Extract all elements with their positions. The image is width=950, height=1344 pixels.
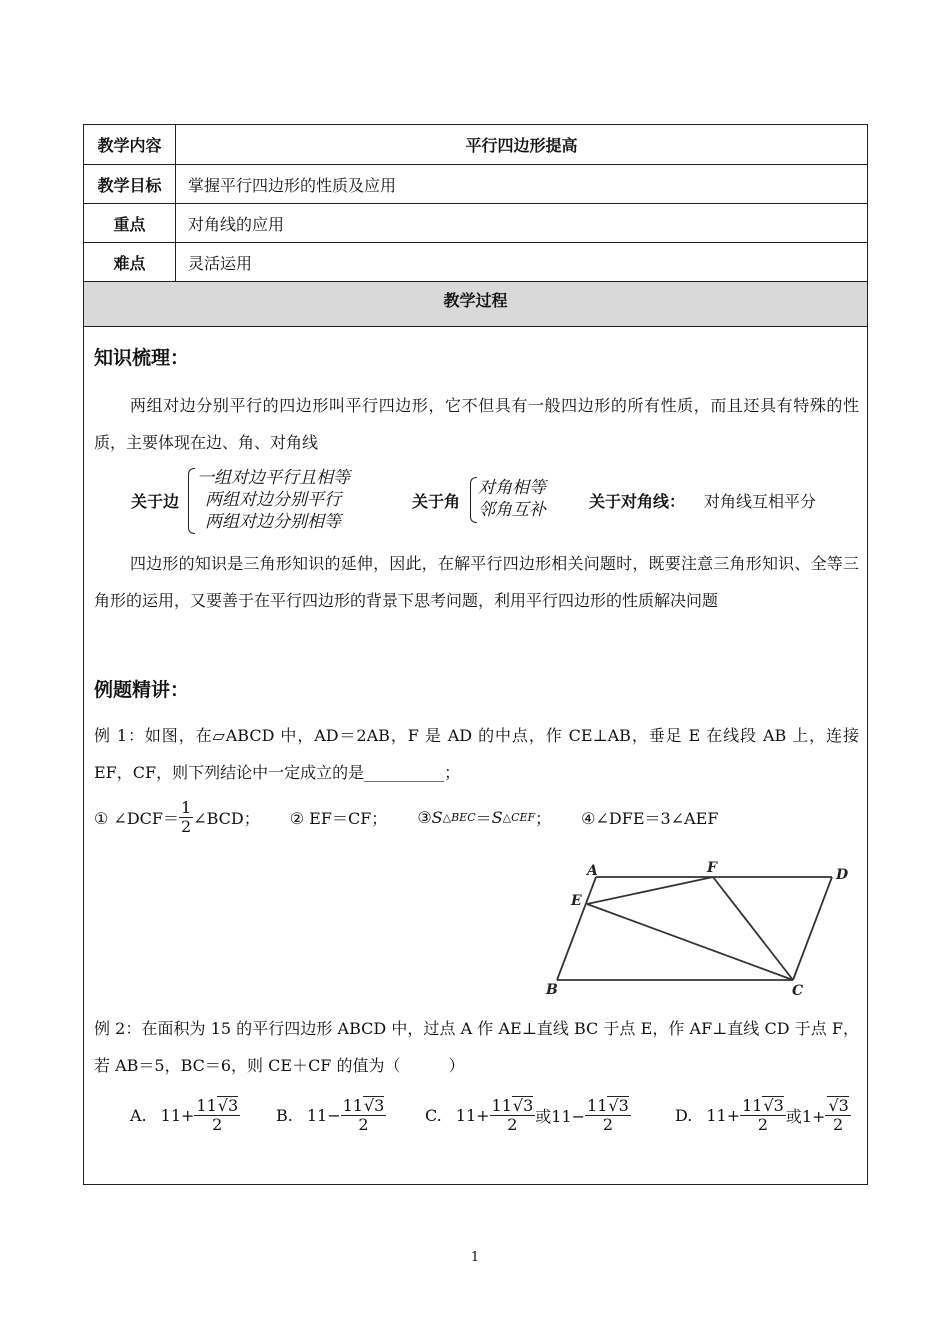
example2-text: 例 2：在面积为 15 的平行四边形 ABCD 中，过点 A 作 AE⊥直线 BC 于点 E，作 AF⊥直线 CD 于点 F，若 AB＝5，BC＝6，则 CE＋CF 的值为（ ） [94,1019,859,1075]
row-label: 难点 [84,243,176,281]
edge-item: 一组对边平行且相等 [197,468,350,488]
fraction: $\frac{11√3}{2}$ [196,1096,239,1134]
process-header [84,282,867,327]
area-symbol: S [431,808,443,827]
fraction: $\frac{11√3}{2}$ [491,1096,534,1134]
examples-heading: 例题精讲： [94,679,190,701]
label-C: C [792,983,804,999]
knowledge-para1: 两组对边分别平行的四边形叫平行四边形，它不但具有一般四边形的所有性质，而且还具有特殊的性质，主要体现在边、角、对角线 [94,396,859,452]
choice-1-post: ∠BCD； [193,809,260,828]
option-B[interactable] [276,1096,386,1134]
fraction: $\frac{√3}{2}$ [825,1096,850,1134]
row-label: 教学内容 [84,125,176,164]
option-term: 11− [306,1105,341,1125]
choice-2: ② EF＝CF； [289,809,388,828]
diagonal-label: 关于对角线： [589,492,686,511]
option-label: C. [425,1105,442,1125]
option-term: 11+ [706,1105,741,1125]
option-D[interactable] [675,1096,851,1134]
option-label: A. [130,1105,147,1125]
option-term: 11+ [160,1105,195,1125]
label-D: D [836,867,849,883]
option-term: 或11− [535,1106,586,1126]
knowledge-heading: 知识梳理： [94,347,190,369]
label-E: E [571,893,582,909]
edges-brace [188,468,195,534]
segment-EF [587,877,713,904]
choice-3-pre: ③ [417,808,432,827]
label-F: F [707,860,717,876]
process-title: 教学过程 [443,291,508,310]
diagonal-text: 对角线互相平分 [704,492,817,511]
side-DC [793,877,832,980]
lesson-title: 平行四边形提高 [465,136,578,155]
choice-4: ④∠DFE＝3∠AEF [581,809,719,828]
row-label: 重点 [84,204,176,242]
fraction: $\frac{11√3}{2}$ [742,1096,784,1134]
fraction: $\frac{11√3}{2}$ [587,1096,629,1134]
row-difficulty [84,243,867,282]
option-term: 或1+ [785,1106,826,1126]
lesson-table [83,124,868,1185]
angle-item: 对角相等 [478,478,546,498]
row-goal [84,165,867,204]
row-value: 掌握平行四边形的性质及应用 [188,175,397,195]
edges-label: 关于边 [131,492,180,511]
example1-text: 例 1：如图，在▱ABCD 中，AD＝2AB，F 是 AD 的中点，作 CE⊥AB，垂足 E 在线段 AB 上，连接 EF，CF，则下列结论中一定成立的是__________； [94,726,859,782]
row-key-point [84,204,867,243]
choice-3-post: ； [535,809,552,828]
area-subscript: △BEC [442,811,476,824]
option-label: B. [276,1105,293,1125]
angles-label: 关于角 [412,492,461,511]
angle-item: 邻角互补 [478,500,546,520]
fraction: $\frac{11√3}{2}$ [342,1096,385,1134]
row-value: 灵活运用 [188,253,253,273]
option-C[interactable] [425,1096,631,1134]
knowledge-para2: 四边形的知识是三角形知识的延伸，因此，在解平行四边形相关问题时，既要注意三角形知识、全等三角形的运用，又要善于在平行四边形的背景下思考问题，利用平行四边形的性质解决问题 [94,554,859,610]
equals: ＝ [475,809,492,828]
page-number: 1 [470,1250,480,1265]
area-subscript: △CEF [502,811,536,824]
choice-1-pre: ① ∠DCF＝ [94,809,180,828]
row-label: 教学目标 [84,165,176,203]
example1-choices [94,799,718,836]
area-symbol: S [491,808,503,827]
option-label: D. [675,1105,693,1125]
segment-EC [587,904,793,980]
option-A[interactable] [130,1096,240,1134]
row-value: 对角线的应用 [188,214,285,234]
fraction: $\frac{1}{2}$ [181,798,192,836]
option-term: 11+ [455,1105,490,1125]
edge-item: 两组对边分别相等 [205,512,341,532]
parallelogram-figure [544,855,874,1000]
row-content [84,125,867,165]
label-B: B [546,982,558,998]
edge-item: 两组对边分别平行 [205,490,341,510]
angles-brace [470,477,477,523]
label-A: A [587,863,598,879]
